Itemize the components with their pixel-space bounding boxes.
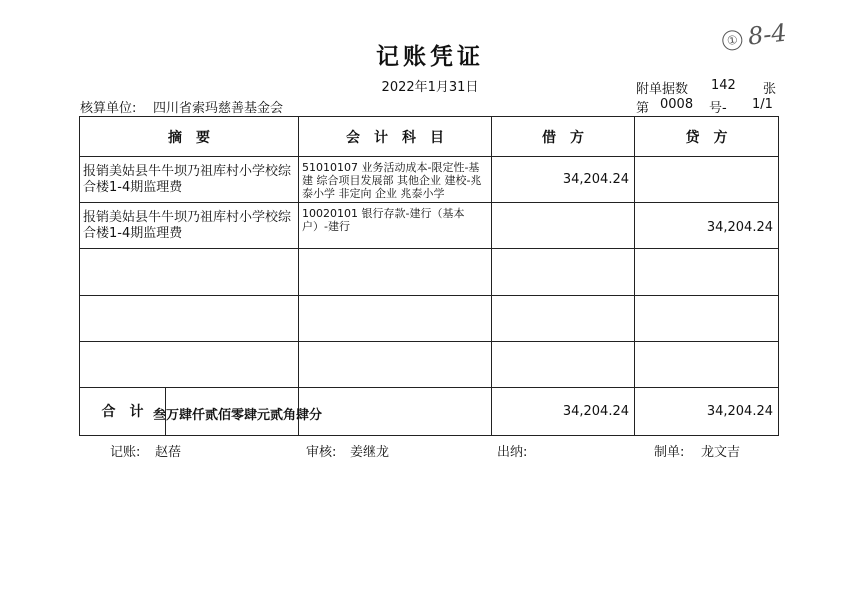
preparer-label: 制单: <box>654 445 685 460</box>
table-row <box>80 295 779 341</box>
voucher-number: 0008 <box>660 97 694 112</box>
table-row <box>80 341 779 387</box>
total-amount-in-words: 叁万肆仟贰佰零肆元贰角肆分 <box>153 408 323 423</box>
voucher-table <box>79 116 779 436</box>
row-debit: 34,204.24 <box>492 157 635 203</box>
attachments-count: 142 <box>711 78 736 93</box>
row-debit <box>492 249 635 295</box>
row-credit <box>635 295 779 341</box>
header-summary: 摘要 <box>80 117 299 157</box>
reviewer-label: 审核: <box>306 445 337 460</box>
row-summary <box>80 295 299 341</box>
bookkeeper-label: 记账: <box>110 445 141 460</box>
total-label: 合计 <box>80 388 166 435</box>
row-credit: 34,204.24 <box>635 203 779 249</box>
row-debit <box>492 341 635 387</box>
unit-label: 核算单位: <box>80 101 137 116</box>
attachments-label: 附单据数 <box>636 82 689 97</box>
table-row <box>80 203 779 249</box>
total-credit: 34,204.24 <box>635 387 779 435</box>
header-account: 会计科目 <box>299 117 492 157</box>
attachments-unit: 张 <box>763 82 777 97</box>
header-credit: 贷方 <box>635 117 779 157</box>
voucher-title: 记账凭证 <box>376 43 484 70</box>
row-account: 51010107 业务活动成本-限定性-基建 综合项目发展部 其他企业 建校-兆泰小学 非定向 企业 兆泰小学 <box>299 157 492 203</box>
voucher-number-suffix: 号- <box>709 101 727 116</box>
row-summary: 报销美姑县牛牛坝乃祖库村小学校综合楼1-4期监理费 <box>80 203 299 249</box>
row-account: 10020101 银行存款-建行（基本户）-建行 <box>299 203 492 249</box>
voucher-date: 2022年1月31日 <box>381 80 479 95</box>
preparer-name: 龙文吉 <box>701 445 741 460</box>
voucher-number-prefix: 第 <box>636 101 650 116</box>
handwritten-note-text: 8-4 <box>746 18 788 51</box>
row-credit <box>635 157 779 203</box>
row-credit <box>635 341 779 387</box>
reviewer-name: 姜继龙 <box>350 445 390 460</box>
row-debit <box>492 203 635 249</box>
handwritten-circle-mark: ① <box>721 29 743 51</box>
cashier-label: 出纳: <box>497 445 528 460</box>
voucher-page: 1/1 <box>752 97 773 112</box>
row-summary <box>80 341 299 387</box>
table-header-row <box>80 117 779 157</box>
total-amount-in-words-cell <box>299 387 492 435</box>
row-summary <box>80 249 299 295</box>
row-account <box>299 295 492 341</box>
row-credit <box>635 249 779 295</box>
row-account <box>299 341 492 387</box>
total-debit: 34,204.24 <box>492 387 635 435</box>
bookkeeper-name: 赵蓓 <box>155 445 182 460</box>
row-debit <box>492 295 635 341</box>
header-debit: 借方 <box>492 117 635 157</box>
table-row <box>80 249 779 295</box>
table-row <box>80 157 779 203</box>
unit-name: 四川省索玛慈善基金会 <box>153 101 284 116</box>
row-summary: 报销美姑县牛牛坝乃祖库村小学校综合楼1-4期监理费 <box>80 157 299 203</box>
row-account <box>299 249 492 295</box>
